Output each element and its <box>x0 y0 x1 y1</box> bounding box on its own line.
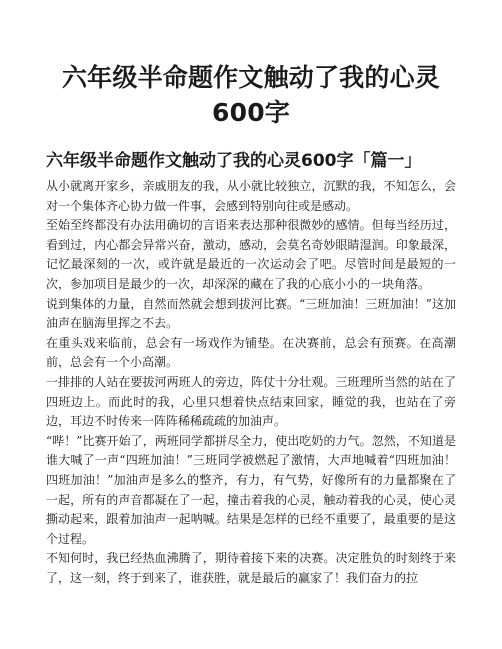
document-title: 六年级半命题作文触动了我的心灵600字 <box>61 63 440 127</box>
paragraph-2: 至始至终都没有办法用确切的言语来表达那种很微妙的感情。但每当经历过，看到过，内心都会异常兴奋，激动，感动，会莫名奇妙眼睛湿润。印象最深，记忆最深刻的一次，或许就是最近的一次运动会了吧。尽管时间是最短的一次，参加项目是最少的一次，却深深的藏在了我的心底小小的一块角落。 <box>46 218 456 291</box>
paragraph-3: 说到集体的力量，自然而然就会想到拔河比赛。“三班加油！三班加油！”这加油声在脑海里挥之不去。 <box>46 296 456 331</box>
paragraph-6: “哔！”比赛开始了，两班同学都拼尽全力，使出吃奶的力气。忽然，不知道是谁大喊了一声“四班加油！”三班同学被燃起了激情，大声地喊着“四班加油！四班加油！”加油声是多么的整齐，有力，有气势，好像所有的力量都聚在了一起，所有的声音都凝在了一起，撞击着我的心灵，触动着我的心灵，使心灵撕动起来，跟着加油声一起呐喊。结果是怎样的已经不重要了，最重要的是这个过程。 <box>46 433 456 546</box>
paragraph-1: 从小就离开家乡，亲戚朋友的我，从小就比较独立，沉默的我，不知怎么，会对一个集体齐心协力做一件事，会感到特别向往或是感动。 <box>46 179 456 213</box>
paragraph-4: 在重头戏来临前，总会有一场戏作为铺垫。在决赛前，总会有预赛。在高潮前，总会有一个小高潮。 <box>46 335 456 370</box>
paragraph-7: 不知何时，我已经热血沸腾了，期待着接下来的决赛。决定胜负的时刻终于来了，这一刻，终于到来了，谁获胜，就是最后的赢家了！我们奋力的拉 <box>46 551 456 585</box>
paragraph-5: 一排排的人站在要拔河两班人的旁边，阵仗十分壮观。三班理所当然的站在了四班边上。而此时的我，心里只想着快点结束回家，睡觉的我，也站在了旁边，耳边不时传来一阵阵稀稀疏疏的加油声。 <box>46 374 456 429</box>
section-title: 六年级半命题作文触动了我的心灵600字「篇一」 <box>46 151 422 171</box>
